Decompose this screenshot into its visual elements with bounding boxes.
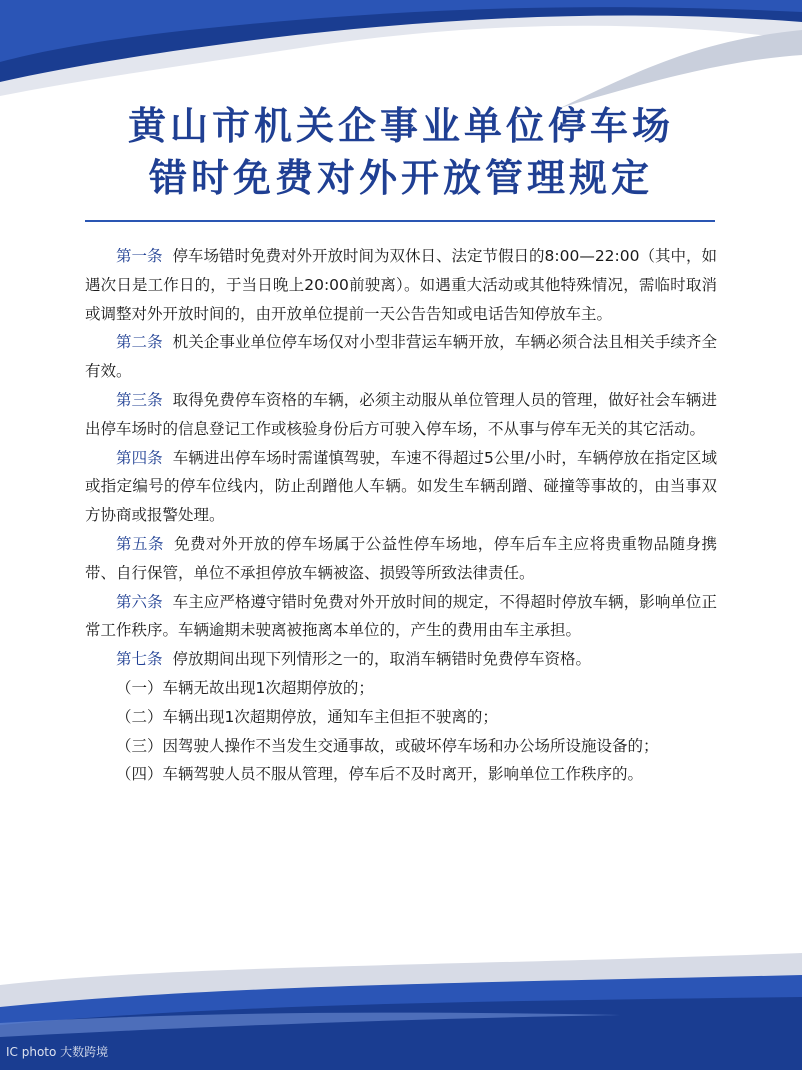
article-text: 停车场错时免费对外开放时间为双休日、法定节假日的8:00—22:00（其中，如遇次日是工作日的，于当日晚上20:00前驶离）。如遇重大活动或其他特殊情况，需临时取消或调整对外开放时间的，由开放单位提前一天公告告知或电话告知停放车主。 [85, 247, 717, 323]
list-item: （二）车辆出现1次超期停放，通知车主但拒不驶离的； [116, 707, 498, 726]
list-item: （一）车辆无故出现1次超期停放的； [116, 678, 374, 697]
regulations-body [85, 242, 717, 789]
article-label: 第四条 [116, 448, 163, 467]
article-text: 机关企事业单位停车场仅对小型非营运车辆开放，车辆必须合法且相关手续齐全有效。 [85, 333, 717, 381]
article-2 [85, 328, 717, 386]
article-1 [85, 242, 717, 328]
article-label: 第一条 [116, 247, 163, 265]
title-divider [85, 220, 715, 222]
list-item: （三）因驾驶人操作不当发生交通事故，或破坏停车场和办公场所设施设备的； [116, 736, 659, 755]
article-label: 第三条 [116, 390, 163, 409]
poster-title [0, 100, 802, 204]
title-line-1: 黄山市机关企事业单位停车场 [127, 104, 674, 148]
article-label: 第五条 [116, 534, 164, 553]
article-text: 车辆进出停车场时需谨慎驾驶，车速不得超过5公里/小时，车辆停放在指定区域或指定编号的停车位线内，防止刮蹭他人车辆。如发生车辆刮蹭、碰撞等事故的，由当事双方协商或报警处理。 [85, 448, 717, 525]
article-label: 第二条 [116, 333, 163, 352]
article-7 [85, 645, 717, 674]
article-6 [85, 588, 717, 646]
article-label: 第六条 [116, 592, 163, 611]
article-text: 免费对外开放的停车场属于公益性停车场地，停车后车主应将贵重物品随身携带、自行保管，单位不承担停放车辆被盗、损毁等所致法律责任。 [85, 534, 717, 582]
list-item: （四）车辆驾驶人员不服从管理，停车后不及时离开，影响单位工作秩序的。 [116, 765, 644, 784]
article-label: 第七条 [116, 650, 163, 669]
bottom-wave-decoration [0, 945, 802, 1070]
article-3 [85, 386, 717, 444]
article-text: 车主应严格遵守错时免费对外开放时间的规定，不得超时停放车辆，影响单位正常工作秩序。车辆逾期未驶离被拖离本单位的，产生的费用由车主承担。 [85, 592, 717, 640]
article-5 [85, 530, 717, 588]
watermark-text: IC photo 大数跨境 [6, 1045, 109, 1059]
title-line-2: 错时免费对外开放管理规定 [148, 156, 653, 200]
article-4 [85, 444, 717, 530]
article-text: 取得免费停车资格的车辆，必须主动服从单位管理人员的管理，做好社会车辆进出停车场时的信息登记工作或核验身份后方可驶入停车场，不从事与停车无关的其它活动。 [85, 390, 717, 438]
article-text: 停放期间出现下列情形之一的，取消车辆错时免费停车资格。 [172, 650, 592, 669]
